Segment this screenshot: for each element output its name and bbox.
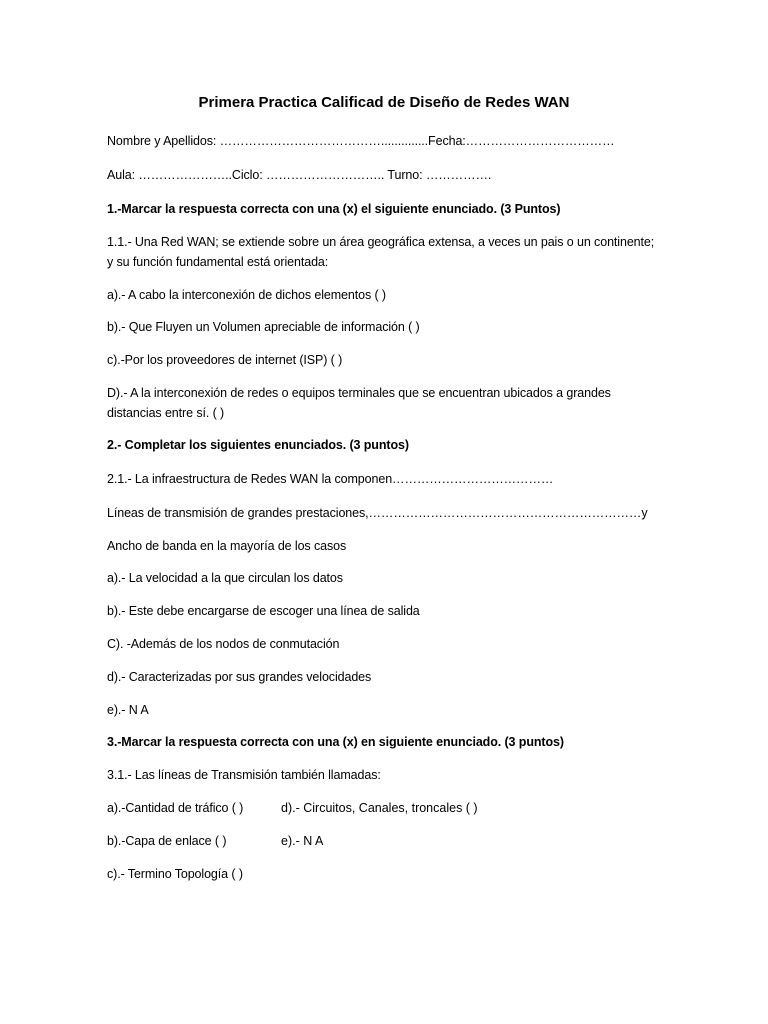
question-2-ancho-text: Ancho de banda en la mayoría de los casos (107, 539, 347, 553)
question-1-option-c: c).-Por los proveedores de internet (ISP) ( ) (107, 353, 343, 367)
question-1-option-d-line-1: D).- A la interconexión de redes o equipos terminales que se encuentran ubicados a grandes (107, 386, 611, 400)
question-1-1-text-line-2: y su función fundamental está orientada: (107, 255, 329, 269)
question-2-option-c: C). -Además de los nodos de conmutación (107, 637, 340, 651)
question-2-option-d: d).- Caracterizadas por sus grandes velocidades (107, 670, 372, 684)
question-1-option-a: a).- A cabo la interconexión de dichos elementos ( ) (107, 288, 386, 302)
question-2-lineas-text: Líneas de transmisión de grandes prestaciones,…………………………………………………………y (107, 506, 648, 520)
question-3-option-b: b).-Capa de enlace ( ) (107, 834, 227, 848)
question-3-option-c: c).- Termino Topología ( ) (107, 867, 243, 881)
classroom-cycle-shift-line: Aula: …………………..Ciclo: ……………………….. Turno: ……………. (107, 168, 492, 182)
question-3-heading: 3.-Marcar la respuesta correcta con una (x) en siguiente enunciado. (3 puntos) (107, 735, 564, 749)
question-3-option-d: d).- Circuitos, Canales, troncales ( ) (281, 801, 478, 815)
question-1-option-d-line-2: distancias entre sí. ( ) (107, 406, 225, 420)
document-title: Primera Practica Calificad de Diseño de Redes WAN (198, 94, 570, 111)
question-1-1-text-line-1: 1.1.- Una Red WAN; se extiende sobre un área geográfica extensa, a veces un pais o un continente; (107, 235, 655, 249)
question-2-heading: 2.- Completar los siguientes enunciados. (3 puntos) (107, 438, 409, 452)
question-2-option-a: a).- La velocidad a la que circulan los datos (107, 571, 343, 585)
question-3-1-text: 3.1.- Las líneas de Transmisión también llamadas: (107, 768, 381, 782)
question-2-option-e: e).- N A (107, 703, 149, 717)
question-2-1-text: 2.1.- La infraestructura de Redes WAN la componen………………………………… (107, 472, 554, 486)
name-date-line: Nombre y Apellidos: …………………………………..............Fecha:……………………………… (107, 134, 615, 148)
question-3-option-a: a).-Cantidad de tráfico ( ) (107, 801, 244, 815)
question-3-option-e: e).- N A (281, 834, 324, 848)
question-1-option-b: b).- Que Fluyen un Volumen apreciable de información ( ) (107, 320, 420, 334)
question-1-heading: 1.-Marcar la respuesta correcta con una (x) el siguiente enunciado. (3 Puntos) (107, 202, 561, 216)
question-2-option-b: b).- Este debe encargarse de escoger una línea de salida (107, 604, 420, 618)
